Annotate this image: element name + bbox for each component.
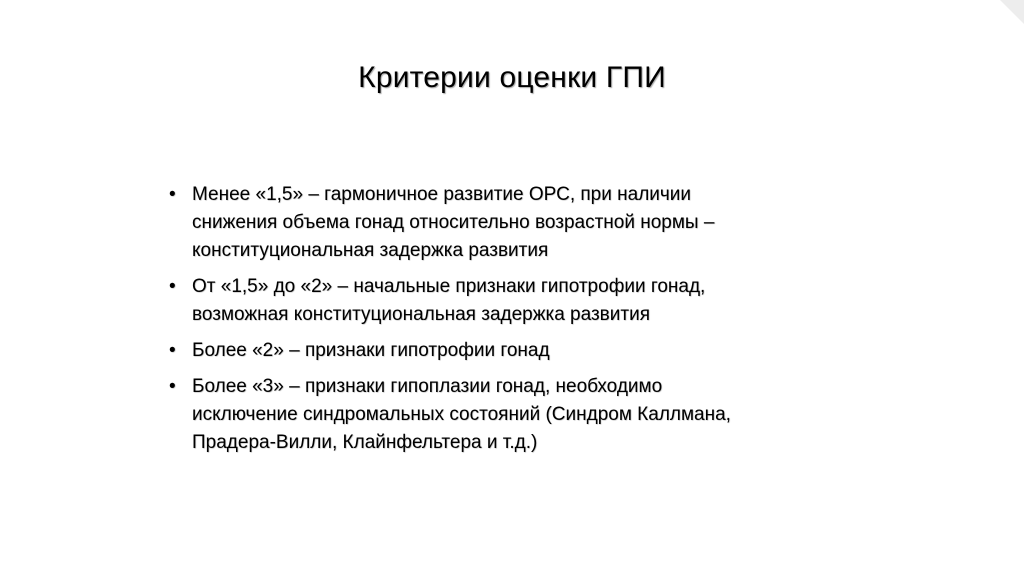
bullet-list <box>165 181 845 465</box>
bullet-line: возможная конституциональная задержка развития <box>192 304 650 325</box>
bullet-line: От «1,5» до «2» – начальные признаки гипотрофии гонад, <box>192 276 706 297</box>
bullet-line: конституциональная задержка развития <box>192 240 549 261</box>
slide-title: Критерии оценки ГПИ <box>358 61 666 94</box>
bullet-line: Прадера-Вилли, Клайнфельтера и т.д.) <box>192 432 538 453</box>
bullet-icon: • <box>169 184 176 205</box>
bullet-icon: • <box>169 340 176 361</box>
bullet-line: Более «3» – признаки гипоплазии гонад, необходимо <box>192 376 663 397</box>
bullet-item <box>165 337 845 365</box>
bullet-line: Менее «1,5» – гармоничное развитие ОРС, при наличии <box>192 184 692 205</box>
corner-decoration <box>1000 0 1024 24</box>
bullet-line: Более «2» – признаки гипотрофии гонад <box>192 340 550 361</box>
bullet-item <box>165 373 845 457</box>
bullet-item <box>165 273 845 329</box>
bullet-line: исключение синдромальных состояний (Синдром Каллмана, <box>192 404 731 425</box>
bullet-line: снижения объема гонад относительно возрастной нормы – <box>192 212 715 233</box>
bullet-icon: • <box>169 276 176 297</box>
bullet-icon: • <box>169 376 176 397</box>
bullet-item <box>165 181 845 265</box>
